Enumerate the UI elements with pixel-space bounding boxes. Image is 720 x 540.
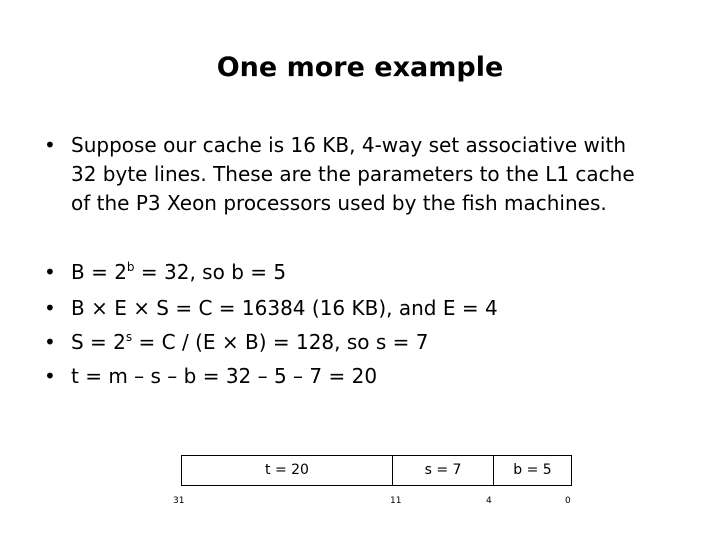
bullet-dot: • (44, 296, 56, 320)
intro-line: Suppose our cache is 16 KB, 4-way set associative with (71, 133, 626, 157)
equation-text: B × E × S = C = 16384 (16 KB), and E = 4 (71, 296, 498, 320)
bit-position-11: 11 (390, 496, 402, 506)
bit-position-4: 4 (486, 496, 492, 506)
intro-line: 32 byte lines. These are the parameters to the L1 cache (71, 162, 635, 186)
bit-position-31: 31 (173, 496, 185, 506)
bullet-dot: • (44, 364, 56, 388)
bit-position-0: 0 (565, 496, 571, 506)
superscript: b (126, 260, 135, 274)
equation-text: $B = 2^b = 32$, so b = 5 (71, 260, 287, 284)
bullet-dot: • (44, 133, 56, 157)
superscript: s (125, 330, 133, 344)
set-index-field: s = 7 (392, 455, 494, 486)
intro-line: of the P3 Xeon processors used by the fish machines. (71, 191, 607, 215)
block-offset-field: b = 5 (493, 455, 572, 486)
equation-text: $S = 2^s = C / (E \times B) = 128$, so s = 7 (71, 330, 429, 354)
tag-field: t = 20 (181, 455, 393, 486)
slide-title: One more example (216, 52, 504, 83)
equation-text: t = m – s – b = 32 – 5 – 7 = 20 (71, 364, 378, 388)
bullet-dot: • (44, 330, 56, 354)
bullet-dot: • (44, 260, 56, 284)
